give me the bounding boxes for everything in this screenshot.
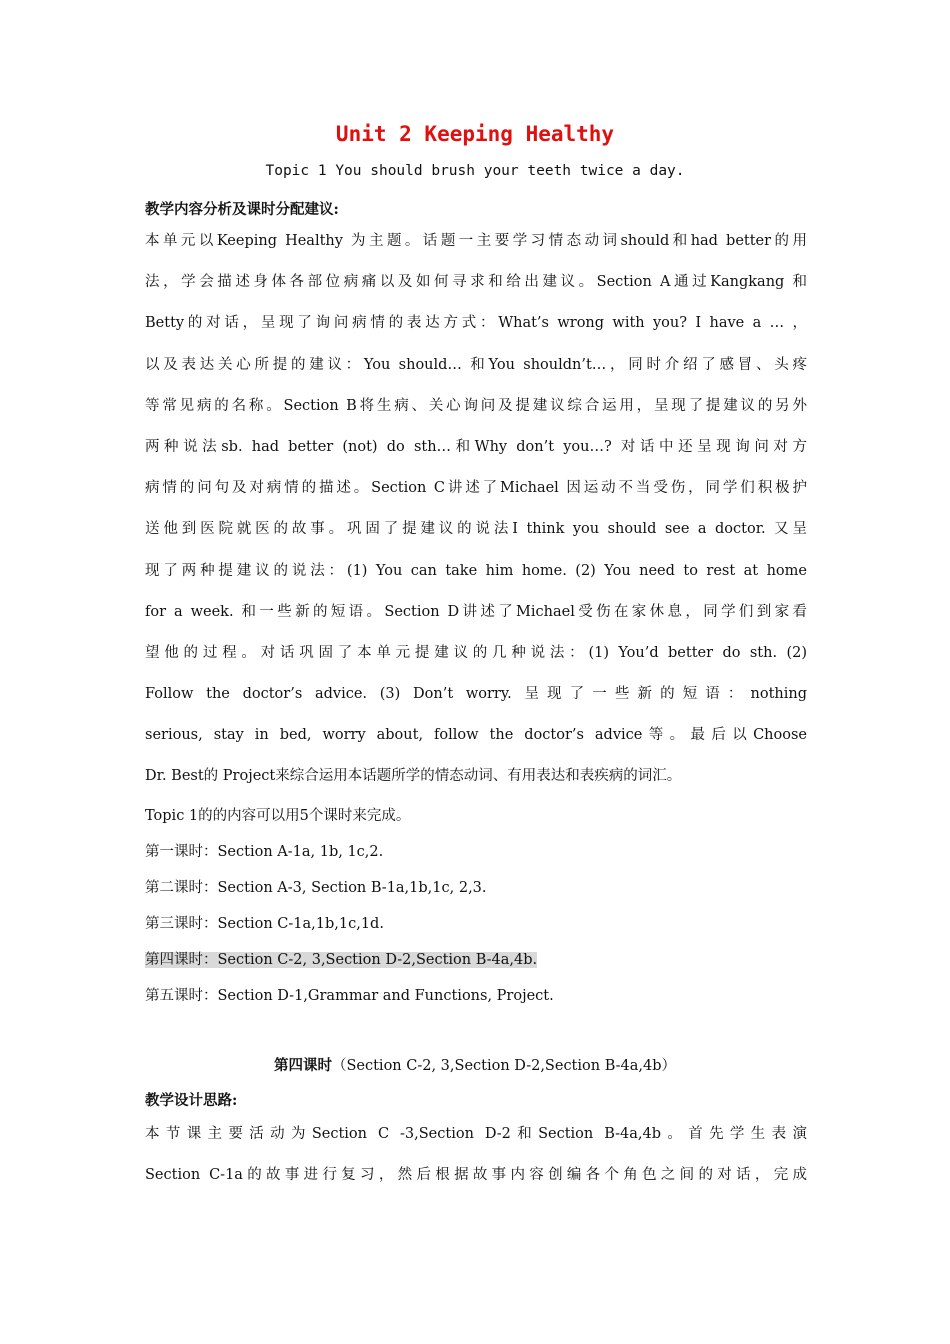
paragraph-line: 等常见病的名称。Section B将生病、关心询问及提建议综合运用，呈现了提建议的另外 <box>145 397 807 414</box>
lesson-3: 第三课时：Section C-1a,1b,1c,1d. <box>145 916 384 932</box>
lesson-2: 第二课时：Section A-3, Section B-1a,1b,1c, 2,3. <box>145 880 487 896</box>
unit-title: Unit 2 Keeping Healthy <box>335 122 615 146</box>
paragraph-line: Dr. Best的 Project来综合运用本话题所学的情态动词、有用表达和表疾病的词汇。 <box>145 768 682 785</box>
paragraph-line: serious, stay in bed, worry about, follow the doctor’s advice等。最后以Choose <box>145 727 807 744</box>
paragraph-line: 本单元以Keeping Healthy 为主题。话题一主要学习情态动词should和had better的用 <box>145 233 807 249</box>
topic-subtitle: Topic 1 You should brush your teeth twice a day. <box>265 163 685 179</box>
paragraph-line: for a week. 和一些新的短语。Section D讲述了Michael受伤在家休息，同学们到家看 <box>145 603 807 620</box>
paragraph-line: Follow the doctor’s advice. (3) Don’t worry. 呈现了一些新的短语：nothing <box>145 686 807 703</box>
lesson-4 <box>145 948 537 969</box>
paragraph-line: 望他的过程。对话巩固了本单元提建议的几种说法：(1) You’d better do sth. (2) <box>145 644 807 661</box>
lesson-1: 第一课时：Section A-1a, 1b, 1c,2. <box>145 844 384 860</box>
paragraph-line: 法，学会描述身体各部位病痛以及如何寻求和给出建议。Section A通过Kangkang 和 <box>145 274 807 291</box>
design-paragraph <box>145 1114 807 1196</box>
paragraph-line: 现了两种提建议的说法：(1) You can take him home. (2) You need to rest at home <box>145 562 807 579</box>
analysis-paragraph <box>145 221 807 798</box>
paragraph-line: 本节课主要活动为Section C -3,Section D-2和Section B-4a,4b。首先学生表演 <box>145 1126 807 1142</box>
lesson4-heading-sections: （Section C-2, 3,Section D-2,Section B-4a,4b） <box>331 1058 677 1074</box>
lesson-5: 第五课时：Section D-1,Grammar and Functions, Project. <box>145 988 554 1004</box>
schedule-intro: Topic 1的的内容可以用5个课时来完成。 <box>145 808 411 824</box>
paragraph-line: 病情的问句及对病情的描述。Section C讲述了Michael 因运动不当受伤，同学们积极护 <box>145 480 807 497</box>
paragraph-line: 送他到医院就医的故事。巩固了提建议的说法I think you should see a doctor. 又呈 <box>145 521 807 538</box>
paragraph-line: 以及表达关心所提的建议：You should… 和You shouldn’t…，同时介绍了感冒、头疼 <box>145 356 807 373</box>
paragraph-line: Section C-1a的故事进行复习，然后根据故事内容创编各个角色之间的对话，完成 <box>145 1167 807 1184</box>
lesson4-heading <box>0 1054 950 1075</box>
design-heading: 教学设计思路: <box>145 1092 238 1109</box>
lesson4-heading-bold: 第四课时 <box>273 1057 332 1074</box>
paragraph-line: Betty的对话，呈现了询问病情的表达方式：What’s wrong with you? I have a … ， <box>145 315 807 332</box>
highlighted-lesson-4: 第四课时：Section C-2, 3,Section D-2,Section B-4a,4b. <box>145 952 538 968</box>
analysis-heading: 教学内容分析及课时分配建议: <box>145 201 339 218</box>
paragraph-line: 两种说法sb. had better (not) do sth…和Why don’t you…? 对话中还呈现询问对方 <box>145 438 807 455</box>
